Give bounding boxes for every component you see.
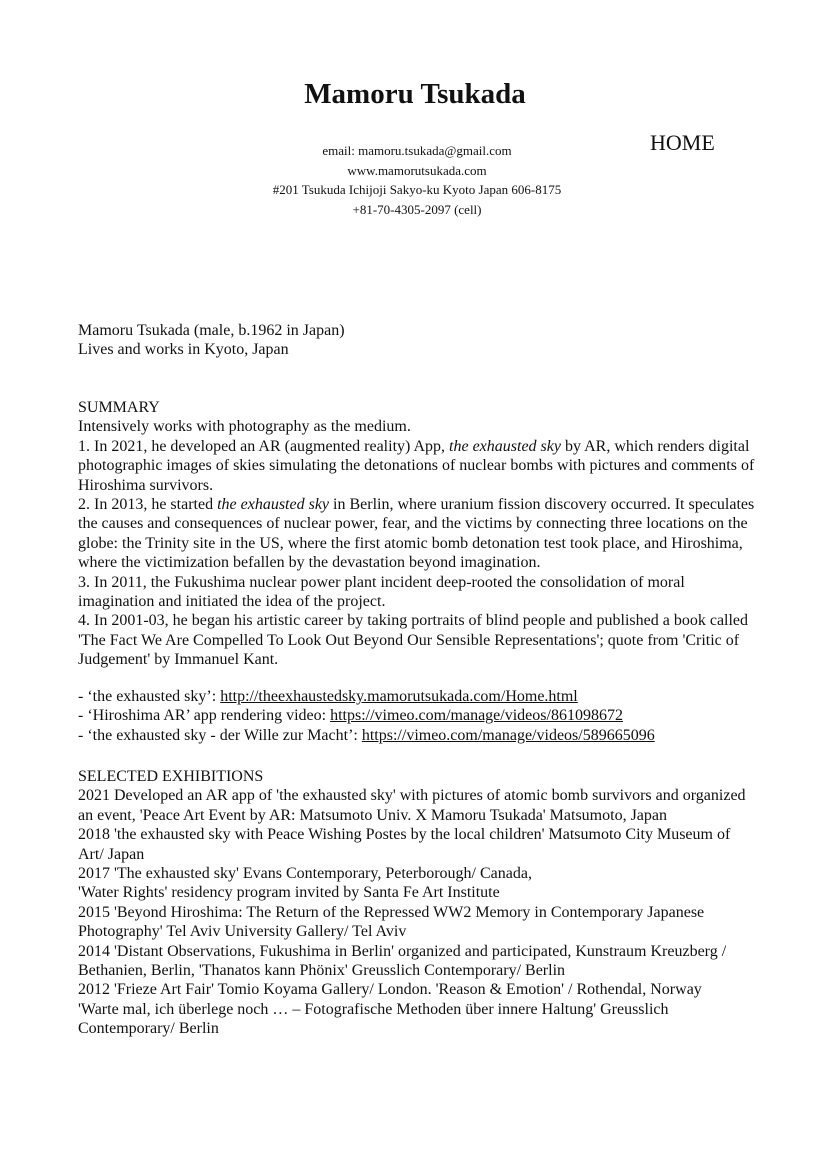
exhausted-sky-link[interactable]: http://theexhaustedsky.mamorutsukada.com/Home.html — [220, 688, 578, 705]
link-line — [78, 687, 758, 706]
link-label: - ‘the exhausted sky - der Wille zur Macht’: — [78, 726, 362, 744]
intro-line: Lives and works in Kyoto, Japan — [78, 341, 289, 359]
link-label: - ‘the exhausted sky’: — [78, 688, 221, 705]
address-line: #201 Tsukuda Ichijoji Sakyo-ku Kyoto Japan 606-8175 — [272, 182, 562, 197]
link-line — [78, 726, 758, 745]
summary-item: 3. In 2011, the Fukushima nuclear power plant incident deep-rooted the consolidation of moral imagination and initiated the idea of the project. — [78, 573, 685, 611]
artwork-title: the exhausted sky — [217, 496, 330, 514]
summary-heading: SUMMARY — [78, 399, 160, 416]
email-line: email: mamoru.tsukada@gmail.com — [322, 143, 512, 158]
summary-text: by AR, which renders digital photographic images of skies simulating the detonations of nuclear bombs with pictures and comments of Hiroshima survivors. — [78, 437, 755, 494]
exhibition-entry: 'Water Rights' residency program invited by Santa Fe Art Institute — [78, 884, 500, 902]
intro-line: Mamoru Tsukada (male, b.1962 in Japan) — [78, 322, 345, 339]
wille-zur-macht-video-link[interactable]: https://vimeo.com/manage/videos/589665096 — [361, 726, 655, 744]
summary-text: in Berlin, where uranium fission discovery occurred. It speculates the causes and consequences of nuclear power, fear, and the victims by connecting three locations on the globe: the Trinity site in the US, where the first atomic bomb detonation test took place, and Hiroshima, where the victimization befallen by the devastation beyond imagination. — [78, 496, 755, 572]
exhibition-entry: 2015 'Beyond Hiroshima: The Return of the Repressed WW2 Memory in Contemporary Japanese Photography' Tel Aviv University Gallery/ Tel Aviv — [78, 903, 705, 941]
artwork-title: the exhausted sky — [449, 437, 561, 455]
exhibition-entry: 2017 'The exhausted sky' Evans Contemporary, Peterborough/ Canada, — [78, 865, 532, 883]
hiroshima-ar-video-link[interactable]: https://vimeo.com/manage/videos/861098672 — [330, 707, 623, 725]
exhibition-entry: 2018 'the exhausted sky with Peace Wishing Postes by the local children' Matsumoto City Museum of Art/ Japan — [78, 826, 731, 863]
exhibition-entry: 2021 Developed an AR app of 'the exhausted sky' with pictures of atomic bomb survivors and organized an event, 'Peace Art Event by AR: Matsumoto Univ. X Mamoru Tsukada' Matsumoto, Japan — [78, 787, 746, 824]
exhibition-entry: 'Warte mal, ich überlege noch … – Fotografische Methoden über innere Haltung' Greusslich Contemporary/ Berlin — [78, 1000, 669, 1038]
summary-item: 4. In 2001-03, he began his artistic career by taking portraits of blind people and published a book called 'The Fact We Are Compelled To Look Out Beyond Our Sensible Representations'; quote from 'Critic of Judgement' by Immanuel Kant. — [78, 612, 749, 669]
home-link[interactable]: HOME — [650, 130, 715, 155]
exhibition-entry: 2014 'Distant Observations, Fukushima in Berlin' organized and participated, Kunstraum Kreuzberg / Bethanien, Berlin, 'Thanatos kann Phönix' Greusslich Contemporary/ Berlin — [78, 942, 727, 980]
links-section — [78, 687, 758, 745]
summary-text: 2. In 2013, he started — [78, 496, 218, 514]
link-line — [78, 706, 758, 725]
summary-item — [78, 437, 758, 495]
summary-item — [78, 495, 758, 573]
exhibition-entry: 2012 'Frieze Art Fair' Tomio Koyama Gallery/ London. 'Reason & Emotion' / Rothendal, Norway — [78, 981, 702, 999]
contact-block — [0, 141, 820, 219]
phone-line: +81-70-4305-2097 (cell) — [352, 201, 482, 217]
link-label: - ‘Hiroshima AR’ app rendering video: — [78, 707, 331, 725]
exhibitions-section — [78, 767, 758, 1039]
intro-section — [78, 321, 758, 360]
exhibitions-heading: SELECTED EXHIBITIONS — [78, 768, 264, 785]
website-line: www.mamorutsukada.com — [347, 162, 487, 178]
summary-section — [78, 398, 758, 670]
summary-text: 1. In 2021, he developed an AR (augmented reality) App, — [78, 437, 450, 455]
page-title: Mamoru Tsukada — [304, 78, 526, 110]
summary-lead: Intensively works with photography as the medium. — [78, 418, 411, 436]
